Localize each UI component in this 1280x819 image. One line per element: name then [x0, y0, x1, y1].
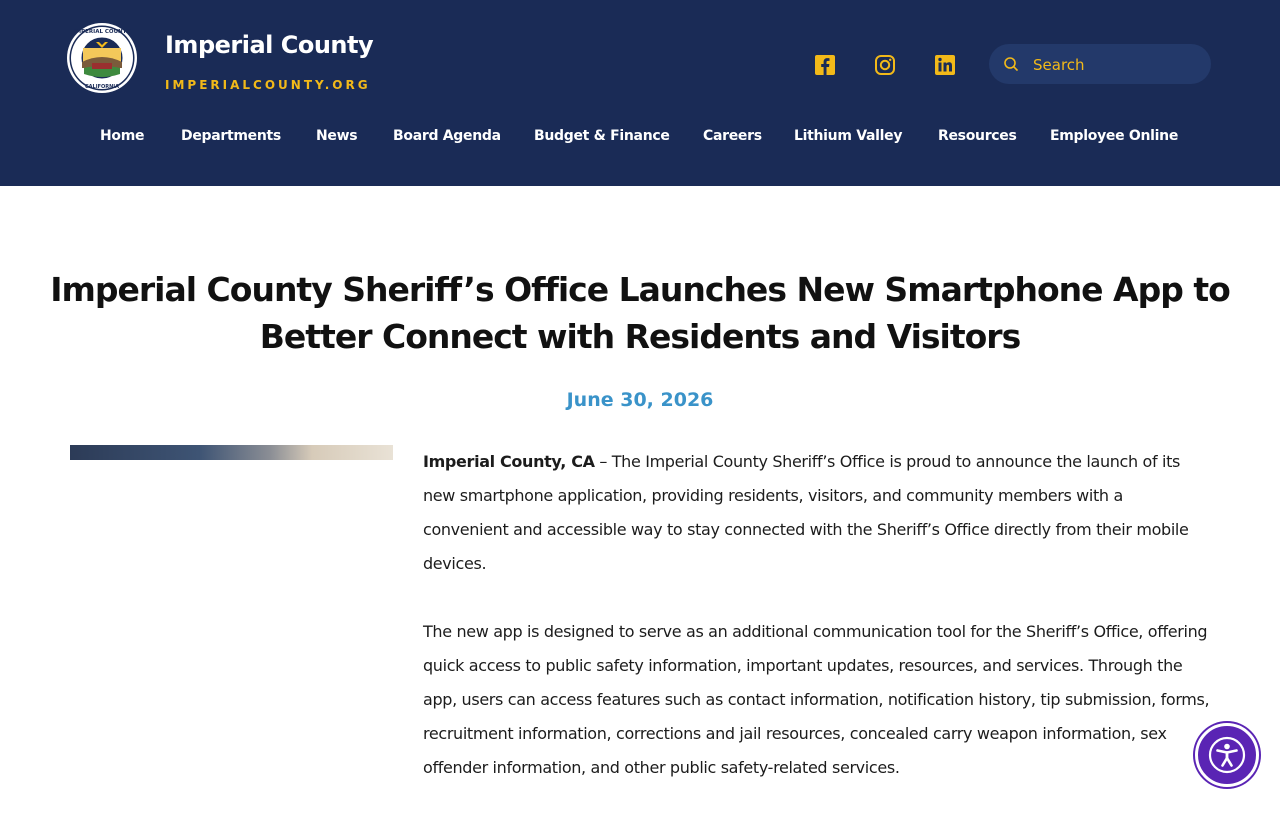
- dateline-location: Imperial County, CA: [423, 452, 595, 471]
- svg-text:IMPERIAL COUNTY: IMPERIAL COUNTY: [73, 29, 131, 35]
- site-title[interactable]: Imperial County: [165, 31, 374, 59]
- nav-board-agenda[interactable]: Board Agenda: [393, 128, 501, 144]
- search-box[interactable]: [989, 44, 1211, 84]
- main-navigation: [0, 124, 1280, 148]
- search-icon: [1003, 56, 1019, 72]
- instagram-icon[interactable]: [873, 53, 897, 77]
- article-featured-image: [70, 445, 393, 460]
- accessibility-button[interactable]: [1195, 723, 1259, 787]
- site-header: [0, 0, 1280, 186]
- site-url[interactable]: IMPERIALCOUNTY.ORG: [165, 78, 371, 92]
- article-body: [423, 445, 1213, 819]
- article-title: Imperial County Sheriff’s Office Launches New Smartphone App to Better Connect with Residents and Visitors: [50, 270, 1230, 356]
- nav-home[interactable]: Home: [100, 128, 145, 144]
- svg-text:CALIFORNIA: CALIFORNIA: [84, 84, 120, 90]
- nav-resources[interactable]: Resources: [938, 128, 1017, 144]
- article-date: June 30, 2026: [566, 389, 714, 411]
- facebook-icon[interactable]: [813, 53, 837, 77]
- search-input[interactable]: [1031, 52, 1200, 78]
- nav-employee-online[interactable]: Employee Online: [1050, 128, 1179, 144]
- article-paragraph: [423, 445, 1213, 581]
- paragraph-text: – The Imperial County Sheriff’s Office is proud to announce the launch of its new smartphone application, providing residents, visitors, and community members with a convenient and accessible way to stay connected with the Sheriff’s Office directly from their mobile devices.: [423, 452, 1189, 573]
- county-seal-logo[interactable]: [66, 22, 138, 94]
- nav-budget-finance[interactable]: Budget & Finance: [534, 128, 670, 144]
- article-paragraph: The new app is designed to serve as an additional communication tool for the Sheriff’s Office, offering quick access to public safety information, important updates, resources, and services. Through the app, users can access features such as contact information, notification history, tip submission, forms, recruitment information, corrections and jail resources, concealed carry weapon information, sex offender information, and other public safety-related services.: [423, 622, 1210, 777]
- nav-careers[interactable]: Careers: [703, 128, 762, 144]
- nav-lithium-valley[interactable]: Lithium Valley: [794, 128, 903, 144]
- nav-departments[interactable]: Departments: [181, 128, 281, 144]
- accessibility-icon: [1208, 736, 1246, 774]
- linkedin-icon[interactable]: [933, 53, 957, 77]
- nav-news[interactable]: News: [316, 128, 358, 144]
